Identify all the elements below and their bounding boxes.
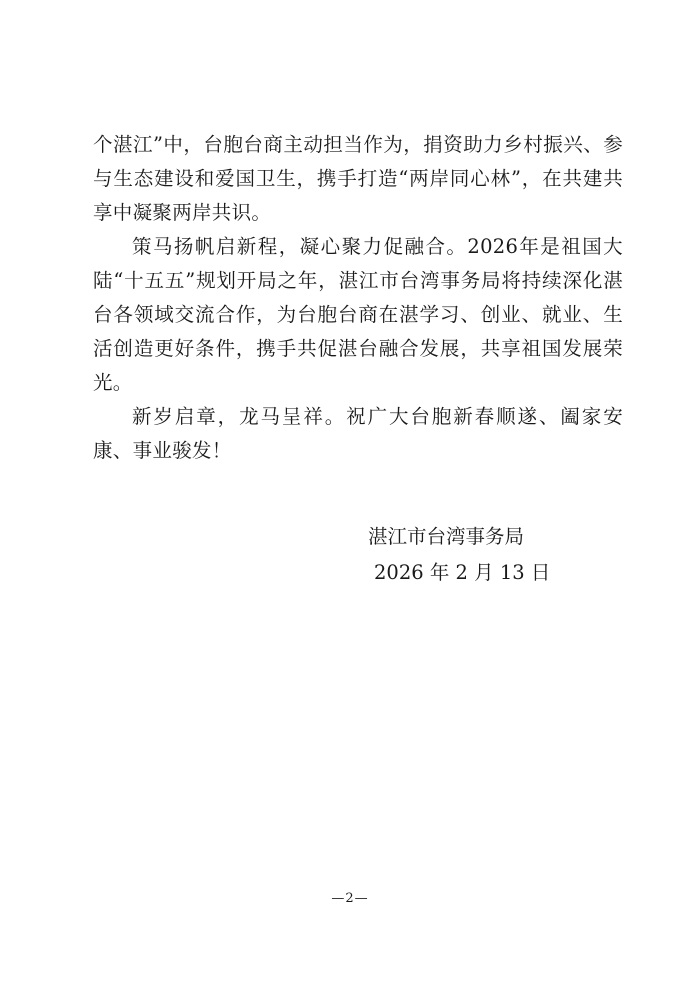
signature-organization: 湛江市台湾事务局 xyxy=(368,525,525,548)
signature-block xyxy=(368,520,550,590)
paragraph-3: 新岁启章，龙马呈祥。祝广大台胞新春顺遂、阖家安康、事业骏发！ xyxy=(93,405,623,462)
paragraph-2: 策马扬帆启新程，凝心聚力促融合。2026年是祖国大陆“十五五”规划开局之年，湛江市台湾事务局将持续深化湛台各领域交流合作，为台胞台商在湛学习、创业、就业、生活创造更好条件，携手共促湛台融合发展，共享祖国发展荣光。 xyxy=(93,235,623,394)
page-number: —2— xyxy=(331,891,369,906)
paragraph-1: 个湛江”中，台胞台商主动担当作为，捐资助力乡村振兴、参与生态建设和爱国卫生，携手打造“两岸同心林”，在共建共享中凝聚两岸共识。 xyxy=(93,133,623,224)
document-body xyxy=(93,128,623,468)
signature-date: 2026 年 2 月 13 日 xyxy=(374,561,551,584)
